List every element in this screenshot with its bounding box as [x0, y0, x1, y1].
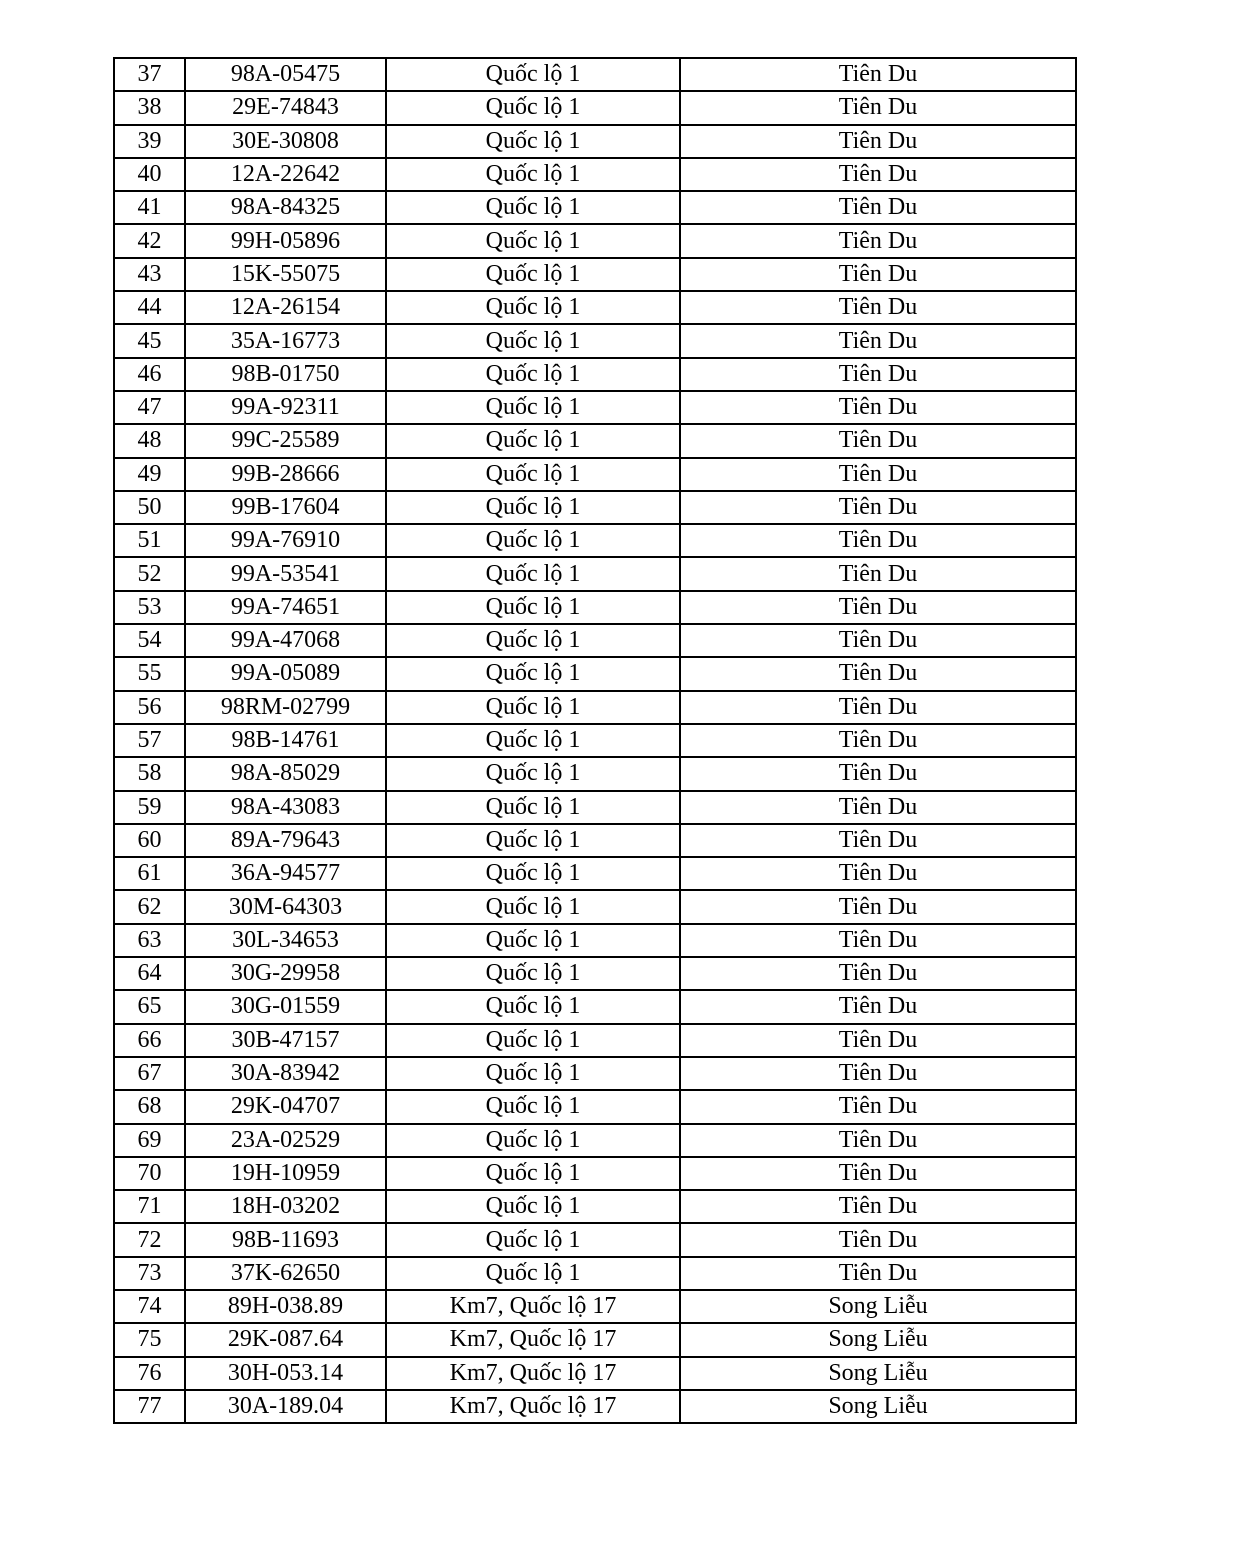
location-cell: Quốc lộ 1: [386, 824, 680, 857]
license-plate-cell: 30E-30808: [185, 125, 386, 158]
table-row: [114, 258, 1076, 291]
table-row: [114, 1257, 1076, 1290]
license-plate-cell: 36A-94577: [185, 857, 386, 890]
license-plate-cell: 98B-01750: [185, 358, 386, 391]
table-row: [114, 158, 1076, 191]
license-plate-cell: 19H-10959: [185, 1157, 386, 1190]
location-cell: Km7, Quốc lộ 17: [386, 1323, 680, 1356]
location-cell: Quốc lộ 1: [386, 591, 680, 624]
location-cell: Quốc lộ 1: [386, 857, 680, 890]
license-plate-cell: 99C-25589: [185, 424, 386, 457]
license-plate-cell: 99A-76910: [185, 524, 386, 557]
table-row: [114, 324, 1076, 357]
area-cell: Song Liễu: [680, 1357, 1076, 1390]
location-cell: Quốc lộ 1: [386, 324, 680, 357]
table-row: [114, 424, 1076, 457]
table-row: [114, 458, 1076, 491]
license-plate-cell: 12A-22642: [185, 158, 386, 191]
row-number-cell: 62: [114, 890, 185, 923]
license-plate-cell: 30H-053.14: [185, 1357, 386, 1390]
table-row: [114, 724, 1076, 757]
row-number-cell: 57: [114, 724, 185, 757]
license-plate-cell: 98B-11693: [185, 1223, 386, 1256]
row-number-cell: 48: [114, 424, 185, 457]
license-plate-cell: 99A-92311: [185, 391, 386, 424]
location-cell: Quốc lộ 1: [386, 890, 680, 923]
license-plate-cell: 30L-34653: [185, 924, 386, 957]
area-cell: Tiên Du: [680, 657, 1076, 690]
license-plate-cell: 89A-79643: [185, 824, 386, 857]
row-number-cell: 37: [114, 58, 185, 91]
location-cell: Quốc lộ 1: [386, 757, 680, 790]
license-plate-cell: 99A-53541: [185, 557, 386, 590]
license-plate-cell: 99A-47068: [185, 624, 386, 657]
row-number-cell: 43: [114, 258, 185, 291]
area-cell: Tiên Du: [680, 358, 1076, 391]
license-plate-cell: 30G-29958: [185, 957, 386, 990]
row-number-cell: 41: [114, 191, 185, 224]
table-row: [114, 691, 1076, 724]
location-cell: Quốc lộ 1: [386, 358, 680, 391]
row-number-cell: 71: [114, 1190, 185, 1223]
row-number-cell: 54: [114, 624, 185, 657]
location-cell: Quốc lộ 1: [386, 1024, 680, 1057]
row-number-cell: 76: [114, 1357, 185, 1390]
row-number-cell: 53: [114, 591, 185, 624]
location-cell: Quốc lộ 1: [386, 258, 680, 291]
table-row: [114, 957, 1076, 990]
area-cell: Tiên Du: [680, 291, 1076, 324]
area-cell: Tiên Du: [680, 624, 1076, 657]
location-cell: Quốc lộ 1: [386, 691, 680, 724]
area-cell: Tiên Du: [680, 1124, 1076, 1157]
table-row: [114, 824, 1076, 857]
area-cell: Song Liễu: [680, 1290, 1076, 1323]
area-cell: Tiên Du: [680, 957, 1076, 990]
row-number-cell: 50: [114, 491, 185, 524]
license-plate-cell: 37K-62650: [185, 1257, 386, 1290]
area-cell: Tiên Du: [680, 324, 1076, 357]
location-cell: Quốc lộ 1: [386, 1057, 680, 1090]
location-cell: Quốc lộ 1: [386, 458, 680, 491]
location-cell: Quốc lộ 1: [386, 391, 680, 424]
area-cell: Tiên Du: [680, 1057, 1076, 1090]
row-number-cell: 68: [114, 1090, 185, 1123]
area-cell: Tiên Du: [680, 224, 1076, 257]
row-number-cell: 66: [114, 1024, 185, 1057]
area-cell: Tiên Du: [680, 824, 1076, 857]
location-cell: Quốc lộ 1: [386, 924, 680, 957]
row-number-cell: 55: [114, 657, 185, 690]
location-cell: Quốc lộ 1: [386, 1090, 680, 1123]
table-row: [114, 990, 1076, 1023]
location-cell: Quốc lộ 1: [386, 557, 680, 590]
row-number-cell: 49: [114, 458, 185, 491]
area-cell: Tiên Du: [680, 1223, 1076, 1256]
location-cell: Quốc lộ 1: [386, 957, 680, 990]
row-number-cell: 46: [114, 358, 185, 391]
location-cell: Quốc lộ 1: [386, 291, 680, 324]
area-cell: Tiên Du: [680, 1090, 1076, 1123]
area-cell: Tiên Du: [680, 125, 1076, 158]
license-plate-cell: 99H-05896: [185, 224, 386, 257]
location-cell: Quốc lộ 1: [386, 158, 680, 191]
area-cell: Tiên Du: [680, 391, 1076, 424]
location-cell: Quốc lộ 1: [386, 657, 680, 690]
area-cell: Tiên Du: [680, 424, 1076, 457]
row-number-cell: 64: [114, 957, 185, 990]
location-cell: Quốc lộ 1: [386, 125, 680, 158]
table-row: [114, 1190, 1076, 1223]
area-cell: Tiên Du: [680, 158, 1076, 191]
license-plate-cell: 30B-47157: [185, 1024, 386, 1057]
license-plate-cell: 29K-04707: [185, 1090, 386, 1123]
location-cell: Quốc lộ 1: [386, 1124, 680, 1157]
row-number-cell: 74: [114, 1290, 185, 1323]
table-row: [114, 291, 1076, 324]
area-cell: Tiên Du: [680, 524, 1076, 557]
table-body: [114, 58, 1076, 1423]
license-plate-cell: 98A-43083: [185, 791, 386, 824]
row-number-cell: 72: [114, 1223, 185, 1256]
location-cell: Quốc lộ 1: [386, 524, 680, 557]
row-number-cell: 44: [114, 291, 185, 324]
table-row: [114, 924, 1076, 957]
area-cell: Tiên Du: [680, 91, 1076, 124]
row-number-cell: 60: [114, 824, 185, 857]
table-row: [114, 1057, 1076, 1090]
license-plate-cell: 89H-038.89: [185, 1290, 386, 1323]
location-cell: Quốc lộ 1: [386, 791, 680, 824]
table-row: [114, 791, 1076, 824]
area-cell: Tiên Du: [680, 757, 1076, 790]
table-row: [114, 58, 1076, 91]
location-cell: Quốc lộ 1: [386, 624, 680, 657]
area-cell: Tiên Du: [680, 857, 1076, 890]
table-row: [114, 1223, 1076, 1256]
table-row: [114, 591, 1076, 624]
license-plate-cell: 98A-84325: [185, 191, 386, 224]
area-cell: Tiên Du: [680, 990, 1076, 1023]
license-plate-cell: 99B-17604: [185, 491, 386, 524]
table-row: [114, 224, 1076, 257]
license-plate-cell: 29E-74843: [185, 91, 386, 124]
location-cell: Quốc lộ 1: [386, 724, 680, 757]
table-row: [114, 1124, 1076, 1157]
table-row: [114, 757, 1076, 790]
location-cell: Km7, Quốc lộ 17: [386, 1290, 680, 1323]
area-cell: Song Liễu: [680, 1323, 1076, 1356]
table-row: [114, 657, 1076, 690]
area-cell: Tiên Du: [680, 691, 1076, 724]
location-cell: Quốc lộ 1: [386, 91, 680, 124]
area-cell: Tiên Du: [680, 791, 1076, 824]
area-cell: Tiên Du: [680, 258, 1076, 291]
area-cell: Tiên Du: [680, 1190, 1076, 1223]
location-cell: Quốc lộ 1: [386, 1190, 680, 1223]
license-plate-cell: 12A-26154: [185, 291, 386, 324]
license-plate-cell: 99A-05089: [185, 657, 386, 690]
table-row: [114, 191, 1076, 224]
license-plate-cell: 23A-02529: [185, 1124, 386, 1157]
location-cell: Quốc lộ 1: [386, 58, 680, 91]
row-number-cell: 61: [114, 857, 185, 890]
table-row: [114, 358, 1076, 391]
license-plate-cell: 98RM-02799: [185, 691, 386, 724]
area-cell: Song Liễu: [680, 1390, 1076, 1423]
location-cell: Quốc lộ 1: [386, 1223, 680, 1256]
row-number-cell: 38: [114, 91, 185, 124]
location-cell: Quốc lộ 1: [386, 224, 680, 257]
area-cell: Tiên Du: [680, 1157, 1076, 1190]
location-cell: Km7, Quốc lộ 17: [386, 1357, 680, 1390]
area-cell: Tiên Du: [680, 1257, 1076, 1290]
table-row: [114, 491, 1076, 524]
table-row: [114, 391, 1076, 424]
license-plate-cell: 35A-16773: [185, 324, 386, 357]
table-row: [114, 1357, 1076, 1390]
table-row: [114, 524, 1076, 557]
license-plate-cell: 18H-03202: [185, 1190, 386, 1223]
row-number-cell: 77: [114, 1390, 185, 1423]
license-plate-cell: 30G-01559: [185, 990, 386, 1023]
license-plate-cell: 30A-189.04: [185, 1390, 386, 1423]
row-number-cell: 63: [114, 924, 185, 957]
table-row: [114, 557, 1076, 590]
area-cell: Tiên Du: [680, 191, 1076, 224]
table-row: [114, 890, 1076, 923]
location-cell: Quốc lộ 1: [386, 1257, 680, 1290]
area-cell: Tiên Du: [680, 724, 1076, 757]
table-row: [114, 857, 1076, 890]
location-cell: Quốc lộ 1: [386, 990, 680, 1023]
location-cell: Quốc lộ 1: [386, 491, 680, 524]
table-row: [114, 1157, 1076, 1190]
row-number-cell: 58: [114, 757, 185, 790]
row-number-cell: 59: [114, 791, 185, 824]
row-number-cell: 39: [114, 125, 185, 158]
table-row: [114, 624, 1076, 657]
row-number-cell: 42: [114, 224, 185, 257]
license-plate-cell: 29K-087.64: [185, 1323, 386, 1356]
area-cell: Tiên Du: [680, 458, 1076, 491]
row-number-cell: 51: [114, 524, 185, 557]
location-cell: Quốc lộ 1: [386, 424, 680, 457]
area-cell: Tiên Du: [680, 491, 1076, 524]
license-plate-cell: 98B-14761: [185, 724, 386, 757]
area-cell: Tiên Du: [680, 58, 1076, 91]
row-number-cell: 73: [114, 1257, 185, 1290]
table-row: [114, 1390, 1076, 1423]
area-cell: Tiên Du: [680, 924, 1076, 957]
table-row: [114, 1290, 1076, 1323]
table-row: [114, 1323, 1076, 1356]
location-cell: Km7, Quốc lộ 17: [386, 1390, 680, 1423]
area-cell: Tiên Du: [680, 591, 1076, 624]
row-number-cell: 56: [114, 691, 185, 724]
row-number-cell: 52: [114, 557, 185, 590]
row-number-cell: 69: [114, 1124, 185, 1157]
vehicle-violation-table: [113, 57, 1077, 1424]
area-cell: Tiên Du: [680, 557, 1076, 590]
license-plate-cell: 15K-55075: [185, 258, 386, 291]
row-number-cell: 70: [114, 1157, 185, 1190]
area-cell: Tiên Du: [680, 890, 1076, 923]
row-number-cell: 45: [114, 324, 185, 357]
row-number-cell: 47: [114, 391, 185, 424]
row-number-cell: 67: [114, 1057, 185, 1090]
area-cell: Tiên Du: [680, 1024, 1076, 1057]
table-row: [114, 91, 1076, 124]
row-number-cell: 75: [114, 1323, 185, 1356]
table-row: [114, 1090, 1076, 1123]
row-number-cell: 40: [114, 158, 185, 191]
license-plate-cell: 98A-05475: [185, 58, 386, 91]
license-plate-cell: 98A-85029: [185, 757, 386, 790]
license-plate-cell: 30M-64303: [185, 890, 386, 923]
location-cell: Quốc lộ 1: [386, 1157, 680, 1190]
table-row: [114, 1024, 1076, 1057]
license-plate-cell: 30A-83942: [185, 1057, 386, 1090]
table-row: [114, 125, 1076, 158]
location-cell: Quốc lộ 1: [386, 191, 680, 224]
license-plate-cell: 99A-74651: [185, 591, 386, 624]
row-number-cell: 65: [114, 990, 185, 1023]
license-plate-cell: 99B-28666: [185, 458, 386, 491]
